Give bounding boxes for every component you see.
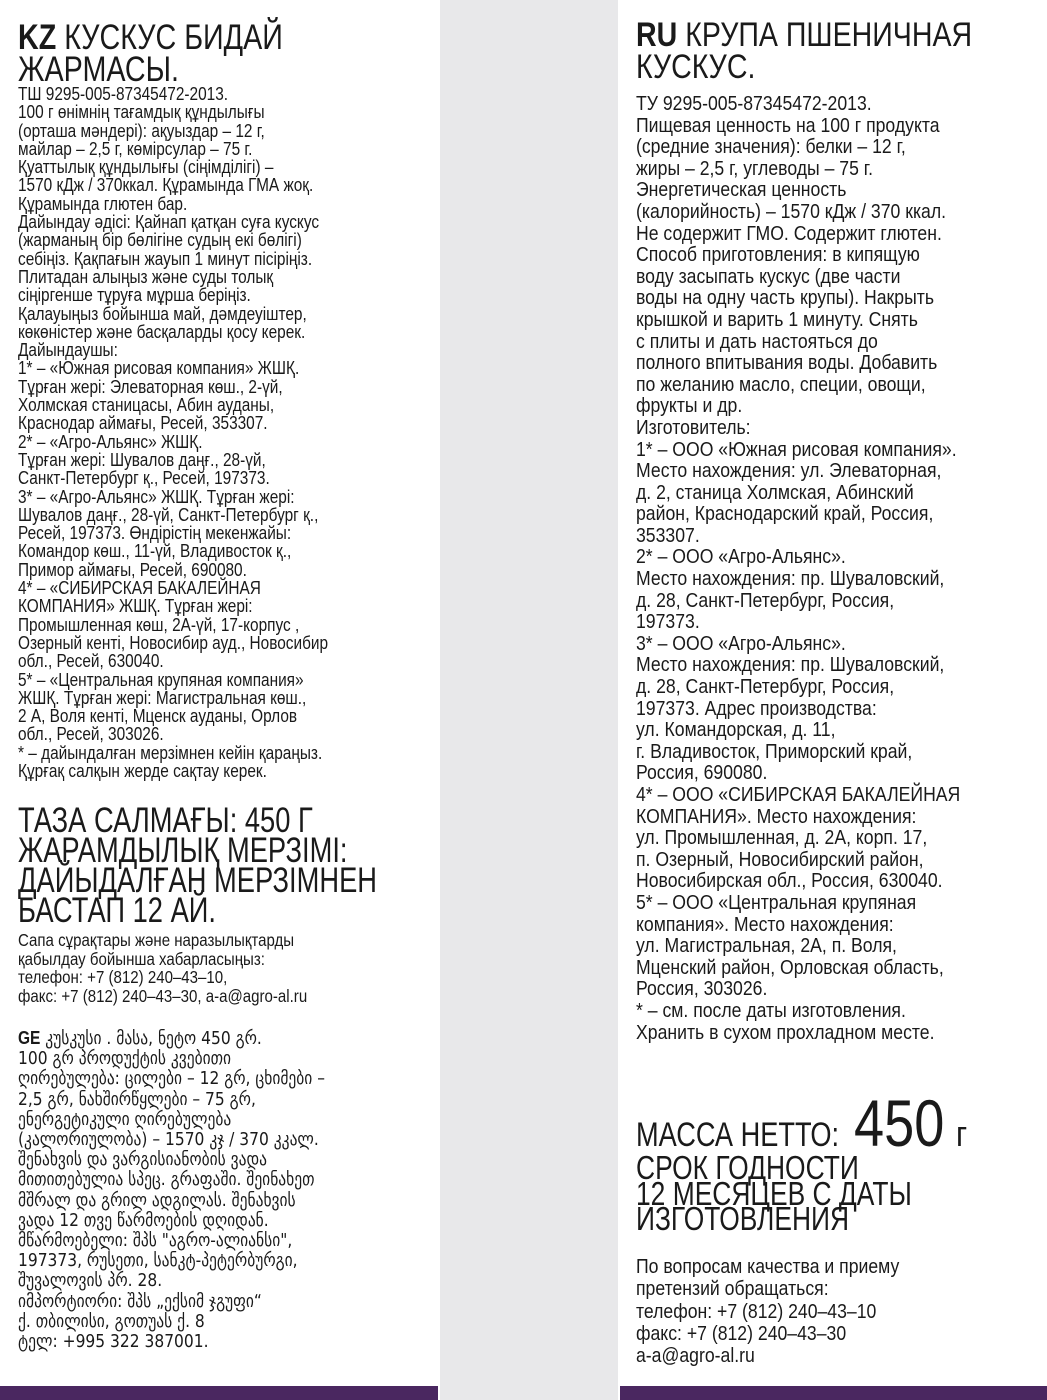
russian-lang-code: RU xyxy=(636,16,678,54)
georgian-section xyxy=(18,1028,430,1352)
russian-shelf-life: СРОК ГОДНОСТИ 12 МЕСЯЦЕВ С ДАТЫ ИЗГОТОВЛЕНИЯ xyxy=(636,1149,912,1237)
russian-body-text: ТУ 9295-005-87345472-2013. Пищевая ценность на 100 г продукта (средние значения): белки – 12 г, жиры – 2,5 г, углеводы – 75 г. Энергетическая ценность (калорийность) – 1570 кДж / 370 ккал. Не содержит ГМО. Содержит глютен. Способ приготовления: в кипящую воду засыпать кускус (две части воды на одну часть крупы). Накрыть крышкой и варить 1 минуту. Снять с плиты и дать настояться до полного впитывания воды. Добавить по желанию масло, специи, овощи, фрукты и др. Изготовитель: 1* – ООО «Южная рисовая компания». Место нахождения: ул. Элеваторная, д. 2, станица Холмская, Абинский район, Краснодарский край, Россия, 353307. 2* – ООО «Агро-Альянс». Место нахождения: пр. Шуваловский, д. 28, Санкт-Петербург, Россия, 197373. 3* – ООО «Агро-Альянс». Место нахождения: пр. Шуваловский, д. 28, Санкт-Петербург, Россия, 197373. Адрес производства: ул. Командорская, д. 11, г. Владивосток, Приморский край, Россия, 690080. 4* – ООО «СИБИРСКАЯ БАКАЛЕЙНАЯ КОМПАНИЯ». Место нахождения: ул. Промышленная, д. 2А, корп. 17, п. Озерный, Новосибирский район, Новосибирская обл., Россия, 630040. 5* – ООО «Центральная крупяная компания». Место нахождения: ул. Магистральная, 2А, п. Воля, Мценский район, Орловская область, Россия, 303026. * – см. после даты изготовления. Хранить в сухом прохладном месте. xyxy=(636,92,961,1044)
georgian-first-line: კუსკუსი . მასა, ნეტო 450 გრ. xyxy=(45,1028,262,1049)
russian-title-text: КРУПА ПШЕНИЧНАЯ КУСКУС. xyxy=(636,16,973,86)
kazakh-net-weight-and-shelf-life: ТАЗА САЛМАҒЫ: 450 Г ЖАРАМДЫЛЫҚ МЕРЗІМІ: ДАЙЫДАЛҒАН МЕРЗІМНЕН БАСТАП 12 АЙ. xyxy=(18,801,378,930)
georgian-text xyxy=(18,1028,431,1352)
georgian-lang-code: GE xyxy=(18,1028,41,1048)
kazakh-title xyxy=(18,18,428,89)
kazakh-title-text: КУСКУС БИДАЙ ЖАРМАСЫ. xyxy=(18,18,283,89)
bottom-accent-bar-right xyxy=(620,1386,1047,1400)
net-weight-label: МАССА НЕТТО: xyxy=(636,1116,840,1154)
net-weight-unit: г xyxy=(956,1113,968,1154)
kazakh-body-text: ТШ 9295-005-87345472-2013. 100 г өнімнің тағамдық құндылығы (орташа мәндері): ақуыздар – 12 г, майлар – 2,5 г, көмірсулар – 75 г. Қуаттылық құндылығы (сіңімділігі) – 1570 кДж / 370ккал. Құрамында ГМА жоқ. Құрамында глютен бар. Дайындау әдісі: Қайнап қатқан суға кускус (жарманың бір бөлігіне судың екі бөлігі) себіңіз. Қақпағын жауып 1 минут пісіріңіз. Плитадан алыңыз және суды толық сіңіргенше тұруға мұрша беріңіз. Қалауыңыз бойынша май, дәмдеуіштер, көкөністер және басқаларды қосу керек. Дайындаушы: 1* – «Южная рисовая компания» ЖШҚ. Тұрған жері: Элеваторная көш., 2-үй, Холмская станицасы, Абин ауданы, Краснодар аймағы, Ресей, 353307. 2* – «Агро-Альянс» ЖШҚ. Тұрған жері: Шувалов даңғ., 28-үй, Санкт-Петербург қ., Ресей, 197373. 3* – «Агро-Альянс» ЖШҚ. Тұрған жері: Шувалов даңғ., 28-үй, Санкт-Петербург қ., Ресей, 197373. Өндірістің мекенжайы: Командор көш., 11-үй, Владивосток қ., Примор аймағы, Ресей, 690080. 4* – «СИБИРСКАЯ БАКАЛЕЙНАЯ КОМПАНИЯ» ЖШҚ. Тұрған жері: Промышленная көш, 2А-үй, 17-корпус , Озерный кенті, Новосибир ауд., Новосибир обл., Ресей, 630040. 5* – «Центральная крупяная компания» ЖШҚ. Тұрған жері: Магистральная көш., 2 А, Воля кенті, Мценск ауданы, Орлов обл., Ресей, 303026. * – дайындалған мерзімнен кейін қараңыз. Құрғақ салқын жерде сақтау керек. xyxy=(18,84,329,781)
net-weight-value: 450 xyxy=(854,1086,945,1160)
russian-contact-info: По вопросам качества и приему претензий обращаться: телефон: +7 (812) 240–43–10 факс: +7 (812) 240–43–30 a-a@agro-al.ru xyxy=(636,1255,900,1368)
kazakh-lang-code: KZ xyxy=(18,18,57,57)
georgian-body-text: 100 გრ პროდუქტის კვებითი ღირებულება: ცილები – 12 გრ, ცხიმები – 2,5 გრ, ნახშირწყლები – 75 გრ, ენერგეტიკული ღირებულება (კალორიულობა) – 1570 კჯ / 370 კკალ. შენახვის და ვარგისიანობის ვადა მითითებულია სპეც. გრაფაში. შეინახეთ მშრალ და გრილ ადგილას. შენახვის ვადა 12 თვე წარმოების დღიდან. მწარმოებელი: შპს "აგრო-ალიანსი", 197373, რუსეთი, სანკტ-პეტერბურგი, შუვალოვის პრ. 28. იმპორტიორი: შპს „ექსიმ ჯგუფი“ ქ. თბილისი, გოთუას ქ. 8 ტელ: +995 322 387001. xyxy=(18,1048,325,1353)
kazakh-contact-info: Сапа сұрақтары және наразылықтарды қабылдау бойынша хабарласыңыз: телефон: +7 (812) 240–43–10, факс: +7 (812) 240–43–30, a-a@agro-al.ru xyxy=(18,930,308,1006)
bottom-accent-bar-left xyxy=(0,1386,438,1400)
russian-net-weight xyxy=(636,1086,1041,1160)
center-divider-panel xyxy=(440,0,618,1400)
russian-title xyxy=(636,16,1039,86)
